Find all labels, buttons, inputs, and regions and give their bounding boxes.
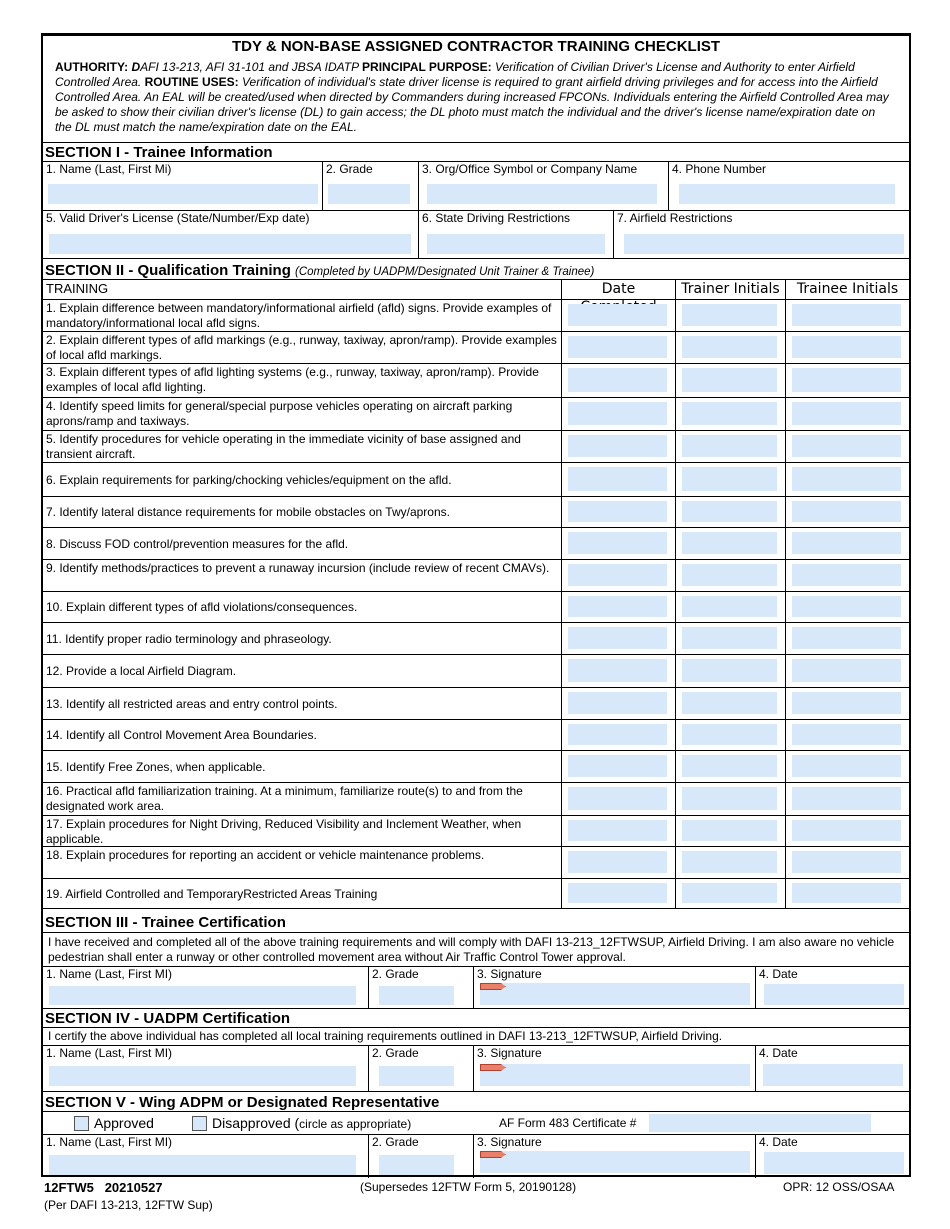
s4-name-label: 1. Name (Last, First MI) [46,1046,173,1060]
trainer-initials-field[interactable] [682,692,777,714]
s4-signature-label: 3. Signature [477,1046,542,1060]
trainee-phone-cell [669,162,909,210]
training-task-text: 19. Airfield Controlled and TemporaryRestricted Areas Training [46,887,378,901]
training-row [43,463,909,497]
trainer-initials-field[interactable] [682,627,777,649]
date-completed-cell [562,720,676,750]
s4-signature-flag-icon[interactable] [480,1064,506,1071]
training-row [43,398,909,431]
training-task-cell [43,816,562,846]
s4-grade-label: 2. Grade [372,1046,419,1060]
trainer-initials-cell [676,497,786,527]
training-task-cell [43,332,562,363]
training-row [43,655,909,688]
trainee-initials-cell [786,592,909,622]
license-cell [43,211,419,258]
trainee-initials-cell [786,463,909,496]
trainee-initials-cell [786,497,909,527]
trainer-initials-field[interactable] [682,851,777,873]
trainer-initials-field[interactable] [682,755,777,777]
date-completed-field[interactable] [568,755,667,777]
training-row [43,560,909,592]
trainer-initials-field[interactable] [682,532,777,554]
section1-row1 [43,162,909,211]
disapproved-text: Disapproved ( [212,1115,300,1131]
training-task-text: 9. Identify methods/practices to prevent a runaway incursion (include review of recent CMAVs). [46,561,550,575]
section3-statement-row [43,933,909,967]
training-task-cell [43,688,562,719]
circle-note: circle as appropriate) [299,1117,412,1131]
s5-name-cell [43,1135,369,1178]
per-note: (Per DAFI 13-213, 12FTW Sup) [44,1198,213,1212]
supersedes-note: (Supersedes 12FTW Form 5, 20190128) [360,1180,577,1194]
trainee-initials-field[interactable] [792,501,901,522]
s3-name-cell [43,967,369,1008]
trainee-initials-field[interactable] [792,851,901,873]
af-form-483-field[interactable] [649,1114,871,1132]
training-table-header [43,280,909,300]
training-task-cell [43,783,562,815]
trainee-org-label: 3. Org/Office Symbol or Company Name [422,162,638,176]
training-task-text: 17. Explain procedures for Night Driving, Reduced Visibility and Inclement Weather, when applicable. [46,817,522,846]
trainee-phone-label: 4. Phone Number [672,162,767,176]
training-task-cell [43,300,562,331]
date-completed-field[interactable] [568,787,667,810]
s3-name-label: 1. Name (Last, First MI) [46,967,173,981]
section1-heading-row [43,143,909,162]
s4-grade-field[interactable] [379,1066,454,1086]
date-completed-field[interactable] [568,402,667,425]
date-completed-cell [562,332,676,363]
training-row [43,816,909,847]
date-completed-field[interactable] [568,851,667,873]
trainee-phone-field[interactable] [679,184,895,204]
trainee-initials-cell [786,528,909,559]
trainee-initials-cell [786,300,909,331]
s3-grade-label: 2. Grade [372,967,419,981]
training-task-text: 5. Identify procedures for vehicle operating in the immediate vicinity of base assigned and transient aircraft. [46,432,521,461]
trainer-initials-field[interactable] [682,820,777,841]
section3-heading: SECTION III - Trainee Certification [45,914,286,931]
af-form-483-label: AF Form 483 Certificate # [499,1116,637,1130]
training-row [43,528,909,560]
training-task-cell [43,528,562,559]
training-task-text: 10. Explain different types of afld violations/consequences. [46,600,358,614]
date-completed-cell [562,623,676,654]
section5-signature-row [43,1135,909,1178]
s4-name-field[interactable] [49,1066,356,1086]
date-completed-field[interactable] [568,627,667,649]
trainee-initials-cell [786,398,909,430]
trainer-initials-cell [676,463,786,496]
trainer-initials-cell [676,528,786,559]
training-row [43,623,909,655]
trainee-initials-cell [786,847,909,878]
trainer-initials-cell [676,783,786,815]
s3-signature-flag-icon[interactable] [480,983,506,990]
training-row [43,688,909,720]
s5-date-cell [756,1135,909,1178]
s5-signature-field[interactable] [480,1151,750,1173]
s3-signature-label: 3. Signature [477,967,542,981]
training-task-cell [43,497,562,527]
trainee-initials-field[interactable] [792,820,901,841]
trainee-initials-field[interactable] [792,304,901,326]
training-task-text: 7. Identify lateral distance requirements for mobile obstacles on Twy/aprons. [46,505,450,519]
trainer-initials-cell [676,847,786,878]
form-id-block [44,1180,163,1195]
training-task-cell [43,879,562,908]
s3-date-label: 4. Date [759,967,798,981]
section5-heading: SECTION V - Wing ADPM or Designated Representative [45,1094,440,1111]
training-task-text: 2. Explain different types of afld markings (e.g., runway, taxiway, apron/ramp). Provide examples of local afld markings. [46,333,557,362]
trainee-org-cell [419,162,669,210]
trainer-initials-cell [676,332,786,363]
s4-date-cell [756,1046,909,1091]
training-row [43,847,909,879]
trainee-initials-field[interactable] [792,596,901,617]
authority-text: AFI 13-213, AFI 31-101 and JBSA IDATP [140,60,359,74]
trainee-initials-cell [786,879,909,908]
trainer-initials-cell [676,720,786,750]
section3-heading-row [43,912,909,933]
s5-date-field[interactable] [764,1152,904,1174]
training-row [43,300,909,332]
date-completed-cell [562,783,676,815]
col-date: Date [562,280,676,299]
trainee-initials-cell [786,623,909,654]
s3-grade-field[interactable] [379,986,454,1005]
training-checklist-form [41,33,911,1177]
date-completed-cell [562,300,676,331]
section4-heading: SECTION IV - UADPM Certification [45,1010,291,1027]
date-completed-field[interactable] [568,564,667,586]
training-task-cell [43,720,562,750]
state-restrictions-label: 6. State Driving Restrictions [422,211,571,225]
trainer-initials-cell [676,655,786,687]
trainer-initials-cell [676,592,786,622]
date-completed-cell [562,816,676,846]
section1-row2 [43,211,909,259]
form-date: 20210527 [104,1180,163,1195]
trainer-initials-field[interactable] [682,564,777,586]
header-block [43,36,909,143]
trainee-initials-cell [786,655,909,687]
s5-grade-cell [369,1135,474,1178]
s4-grade-cell [369,1046,474,1091]
authority-label: AUTHORITY: [55,60,129,74]
trainee-initials-field[interactable] [792,532,901,554]
purpose-text: Verification of Civilian Driver's License and Authority to enter Airfield Controlled Area. [55,60,855,89]
training-task-cell [43,560,562,591]
date-completed-cell [562,879,676,908]
training-task-text: 1. Explain difference between mandatory/informational airfield (afld) signs. Provide examples of mandatory/informational local afld signs. [46,301,552,330]
trainer-initials-cell [676,879,786,908]
date-completed-cell [562,528,676,559]
trainee-initials-cell [786,560,909,591]
privacy-act-statement [55,60,889,135]
training-row [43,783,909,816]
trainer-initials-cell [676,688,786,719]
training-row [43,879,909,909]
s5-signature-label: 3. Signature [477,1135,542,1149]
s3-name-field[interactable] [49,986,356,1005]
trainer-initials-cell [676,431,786,462]
training-row [43,720,909,751]
trainee-initials-cell [786,783,909,815]
date-completed-cell [562,847,676,878]
training-task-cell [43,592,562,622]
s5-grade-field[interactable] [379,1155,454,1175]
section2-subtitle: (Completed by UADPM/Designated Unit Trainer & Trainee) [295,266,595,278]
trainee-initials-field[interactable] [792,692,901,714]
trainer-initials-field[interactable] [682,724,777,745]
date-completed-field[interactable] [568,659,667,682]
date-completed-field[interactable] [568,532,667,554]
date-completed-cell [562,398,676,430]
training-task-cell [43,364,562,397]
training-row [43,497,909,528]
date-completed-cell [562,497,676,527]
date-completed-cell [562,463,676,496]
trainer-initials-cell [676,560,786,591]
trainee-initials-field[interactable] [792,564,901,586]
trainee-initials-field[interactable] [792,627,901,649]
trainer-initials-cell [676,364,786,397]
s5-date-label: 4. Date [759,1135,798,1149]
training-task-text: 18. Explain procedures for reporting an accident or vehicle maintenance problems. [46,848,485,862]
trainee-initials-cell [786,688,909,719]
training-task-cell [43,463,562,496]
trainee-initials-field[interactable] [792,402,901,425]
s5-name-field[interactable] [49,1155,356,1175]
disapproved-checkbox[interactable] [192,1116,207,1131]
trainer-initials-cell [676,300,786,331]
trainer-initials-field[interactable] [682,467,777,491]
section3-signature-row [43,967,909,1009]
training-task-text: 3. Explain different types of afld lighting systems (e.g., runway, taxiway, apron/ramp). Provide examples of local afld lighting. [46,365,539,394]
routine-uses-label: ROUTINE USES: [144,75,239,89]
date-completed-cell [562,751,676,782]
s4-date-label: 4. Date [759,1046,798,1060]
trainer-initials-field[interactable] [682,402,777,425]
s5-signature-flag-icon[interactable] [480,1151,506,1158]
section5-heading-row [43,1092,909,1112]
trainee-org-field[interactable] [427,184,657,204]
trainee-initials-field[interactable] [792,659,901,682]
trainer-initials-field[interactable] [682,336,777,358]
training-task-cell [43,398,562,430]
opr-note: OPR: 12 OSS/OSAA [783,1180,895,1194]
approved-label: Approved [94,1115,154,1131]
date-completed-field[interactable] [568,336,667,358]
s3-grade-cell [369,967,474,1008]
trainer-initials-cell [676,623,786,654]
trainee-initials-field[interactable] [792,435,901,457]
trainer-initials-field[interactable] [682,883,777,903]
trainer-initials-field[interactable] [682,596,777,617]
col-training-cell [43,280,562,299]
s3-date-cell [756,967,909,1008]
s5-signature-cell [474,1135,756,1178]
s3-date-field[interactable] [764,984,904,1005]
trainer-initials-cell [676,816,786,846]
s5-grade-label: 2. Grade [372,1135,419,1149]
approved-checkbox[interactable] [74,1116,89,1131]
training-row [43,592,909,623]
trainer-initials-field[interactable] [682,501,777,522]
trainer-initials-field[interactable] [682,304,777,326]
section5-approval-row [43,1112,909,1135]
s3-signature-cell [474,967,756,1008]
state-restrictions-cell [419,211,614,258]
section2-title: SECTION II - Qualification Training [45,262,291,279]
date-completed-cell [562,560,676,591]
date-completed-field[interactable] [568,467,667,491]
trainee-initials-cell [786,364,909,397]
training-task-text: 6. Explain requirements for parking/chocking vehicles/equipment on the afld. [46,473,452,487]
training-task-text: 12. Provide a local Airfield Diagram. [46,664,237,678]
trainee-initials-field[interactable] [792,883,901,903]
training-row [43,751,909,783]
date-completed-field[interactable] [568,435,667,457]
training-task-text: 11. Identify proper radio terminology and phraseology. [46,632,332,646]
col-trainee: Trainee Initials [796,281,899,297]
trainee-initials-field[interactable] [792,787,901,810]
training-task-cell [43,623,562,654]
s4-signature-cell [474,1046,756,1091]
date-completed-field[interactable] [568,820,667,841]
training-task-text: 4. Identify speed limits for general/special purpose vehicles operating on aircraft parking aprons/ramp and taxiways. [46,399,513,428]
trainee-initials-cell [786,332,909,363]
section4-signature-row [43,1046,909,1092]
trainer-initials-field[interactable] [682,435,777,457]
s4-name-cell [43,1046,369,1091]
date-completed-field[interactable] [568,368,667,392]
trainee-initials-field[interactable] [792,724,901,745]
date-completed-field[interactable] [568,883,667,903]
section4-statement: I certify the above individual has completed all local training requirements outlined in DAFI 13-213_12FTWSUP, Airfield Driving. [48,1029,723,1043]
date-completed-cell [562,592,676,622]
trainee-initials-cell [786,751,909,782]
date-completed-cell [562,655,676,687]
training-row [43,332,909,364]
training-task-cell [43,751,562,782]
section4-statement-row [43,1028,909,1046]
trainee-initials-cell [786,431,909,462]
date-completed-field[interactable] [568,692,667,714]
routine-uses-text: Verification of individual's state driver license is required to grant airfield driving privileges and for access into the Airfield Controlled Area. An EAL will be created/used when directed by Commanders during increased FPCONs. Individuals entering the Airfield Controlled Area may be asked to show their civilian driver's license (DL) to gain access; the DL photo must match the individual and the driver's license name/expiration date on the DL must match the name/expiration date on the EAL. [55,75,889,134]
form-title: TDY & NON-BASE ASSIGNED CONTRACTOR TRAINING CHECKLIST [231,38,721,55]
training-task-cell [43,655,562,687]
authority-d: D [131,60,141,74]
trainer-initials-field[interactable] [682,787,777,810]
trainee-name-cell [43,162,323,210]
training-task-text: 8. Discuss FOD control/prevention measures for the afld. [46,537,349,551]
s4-date-field[interactable] [763,1064,903,1086]
airfield-restrictions-field[interactable] [624,234,904,254]
training-task-cell [43,431,562,462]
date-completed-cell [562,431,676,462]
training-task-cell [43,847,562,878]
col-trainer: Trainer Initials [676,280,786,299]
state-restrictions-field[interactable] [427,234,605,254]
training-task-text: 15. Identify Free Zones, when applicable. [46,760,266,774]
trainee-initials-field[interactable] [792,755,901,777]
section2-heading-row [43,259,909,280]
license-label: 5. Valid Driver's License (State/Number/Exp date) [46,211,310,225]
s5-name-label: 1. Name (Last, First MI) [46,1135,173,1149]
trainer-initials-field[interactable] [682,659,777,682]
trainer-initials-field[interactable] [682,368,777,392]
col-training: TRAINING [46,281,109,296]
airfield-restrictions-cell [614,211,909,258]
license-field[interactable] [49,234,411,254]
purpose-label: PRINCIPAL PURPOSE: [362,60,492,74]
trainee-initials-field[interactable] [792,336,901,358]
training-task-text: 14. Identify all Control Movement Area Boundaries. [46,728,317,742]
date-completed-cell [562,688,676,719]
trainee-name-label: 1. Name (Last, First Mi) [46,162,172,176]
date-completed-field[interactable] [568,724,667,745]
training-task-text: 13. Identify all restricted areas and entry control points. [46,697,338,711]
training-task-text: 16. Practical afld familiarization training. At a minimum, familiarize route(s) to and from the designated work area. [46,784,523,813]
section2-heading [45,262,594,281]
trainee-initials-cell [786,816,909,846]
trainer-initials-cell [676,398,786,430]
trainee-grade-cell [323,162,419,210]
s3-signature-field[interactable] [480,983,750,1005]
section1-heading: SECTION I - Trainee Information [45,144,273,161]
trainee-grade-label: 2. Grade [326,162,373,176]
section4-heading-row [43,1009,909,1028]
trainee-grade-field[interactable] [328,184,410,204]
date-completed-field[interactable] [568,304,667,326]
date-completed-field[interactable] [568,596,667,617]
disapproved-label [212,1115,411,1131]
trainee-initials-field[interactable] [792,467,901,491]
training-row [43,364,909,398]
date-completed-field[interactable] [568,501,667,522]
training-row [43,431,909,463]
form-id: 12FTW5 [44,1180,94,1195]
trainee-name-field[interactable] [48,184,318,204]
trainee-initials-field[interactable] [792,368,901,392]
airfield-restrictions-label: 7. Airfield Restrictions [617,211,733,225]
section3-statement: I have received and completed all of the above training requirements and will comply with DAFI 13-213_12FTWSUP, Airfield Driving. I am also aware no vehicle pedestrian shall enter a runway or other controlled movement area without Air Traffic Control Tower approval. [48,935,895,964]
trainee-initials-cell [786,720,909,750]
trainer-initials-cell [676,751,786,782]
s4-signature-field[interactable] [480,1064,750,1086]
date-completed-cell [562,364,676,397]
